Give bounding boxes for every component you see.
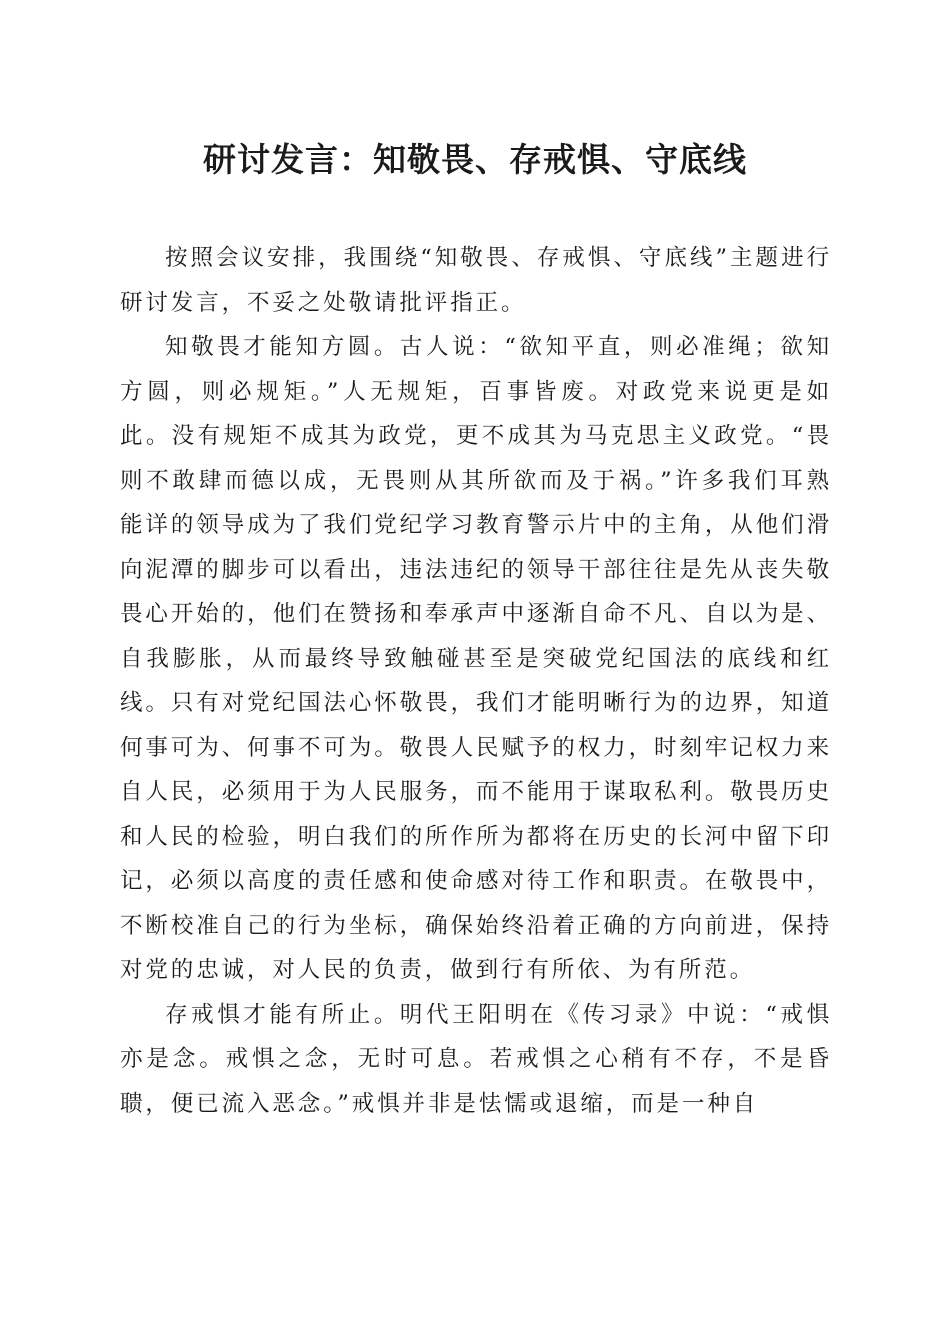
paragraph-respect: 知敬畏才能知方圆。古人说：“欲知平直，则必准绳；欲知方圆，则必规矩。”人无规矩，百事皆废。对政党来说更是如此。没有规矩不成其为政党，更不成其为马克思主义政党。“畏则不敢肆而德以成，无畏则从其所欲而及于祸。”许多我们耳熟能详的领导成为了我们党纪学习教育警示片中的主角，从他们滑向泥潭的脚步可以看出，违法违纪的领导干部往往是先从丧失敬畏心开始的，他们在赞扬和奉承声中逐渐自命不凡、自以为是、自我膨胀，从而最终导致触碰甚至是突破党纪国法的底线和红线。只有对党纪国法心怀敬畏，我们才能明晰行为的边界，知道何事可为、何事不可为。敬畏人民赋予的权力，时刻牢记权力来自人民，必须用于为人民服务，而不能用于谋取私利。敬畏历史和人民的检验，明白我们的所作所为都将在历史的长河中留下印记，必须以高度的责任感和使命感对待工作和职责。在敬畏中，不断校准自己的行为坐标，确保始终沿着正确的方向前进，保持对党的忠诚，对人民的负责，做到行有所依、为有所范。 [120, 334, 832, 983]
paragraph-intro: 按照会议安排，我围绕“知敬畏、存戒惧、守底线”主题进行研讨发言，不妥之处敬请批评指正。 [120, 245, 832, 316]
document-body [120, 236, 832, 1126]
paragraph-caution: 存戒惧才能有所止。明代王阳明在《传习录》中说：“戒惧亦是念。戒惧之念，无时可息。若戒惧之心稍有不存，不是昏聩，便已流入恶念。”戒惧并非是怯懦或退缩，而是一种自 [120, 1001, 832, 1117]
document-title: 研讨发言：知敬畏、存戒惧、守底线 [203, 140, 747, 179]
